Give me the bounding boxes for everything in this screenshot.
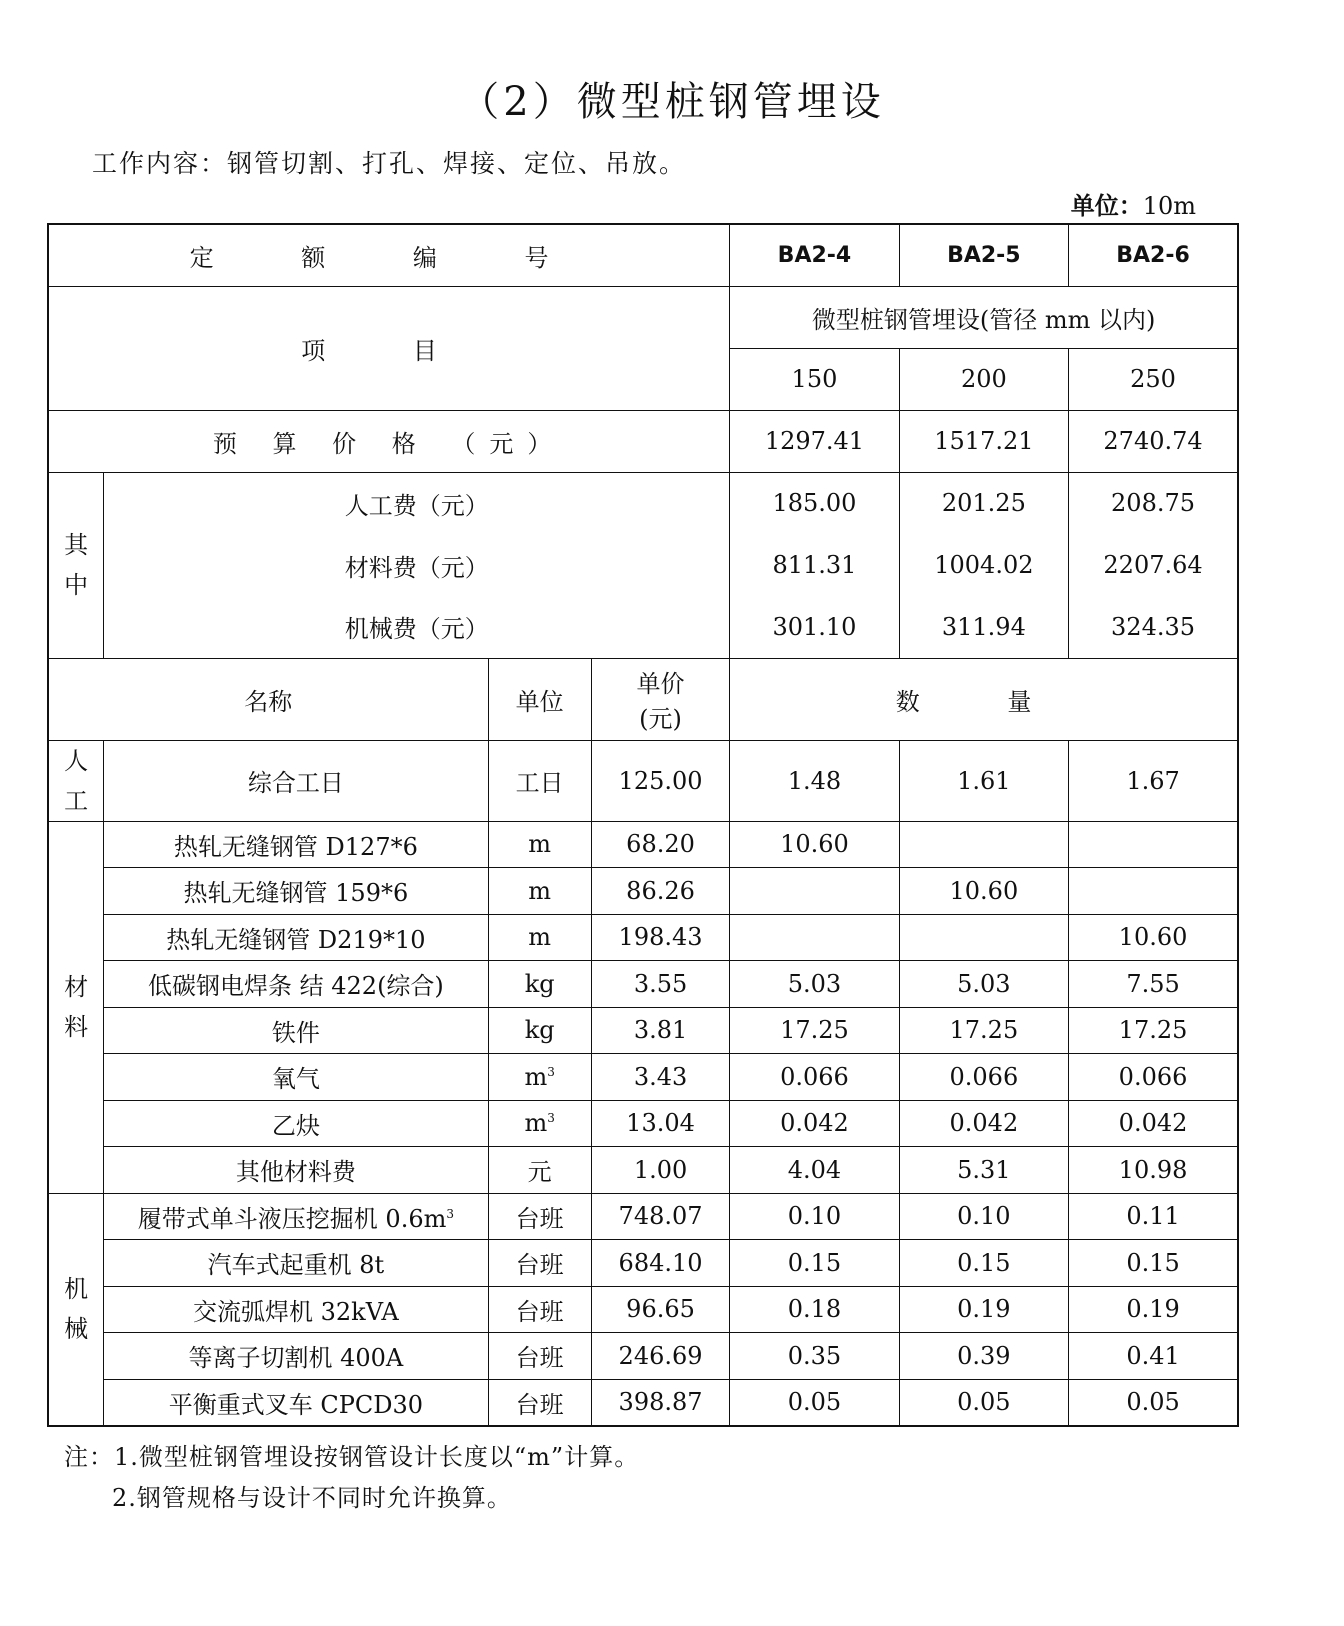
unit-value: 10m xyxy=(1142,192,1196,220)
item-unit: kg xyxy=(488,1007,591,1054)
material-fee-2: 1004.02 xyxy=(899,534,1068,596)
item-qty-2: 0.10 xyxy=(899,1193,1068,1240)
item-qty-1: 4.04 xyxy=(730,1147,899,1194)
material-fee-1: 811.31 xyxy=(730,534,899,596)
item-qty-1: 10.60 xyxy=(730,821,899,868)
material-row xyxy=(48,1100,1238,1147)
item-name: 热轧无缝钢管 D127*6 xyxy=(104,821,488,868)
item-price: 86.26 xyxy=(591,868,729,915)
item-qty-2: 0.19 xyxy=(899,1286,1068,1333)
item-name: 等离子切割机 400A xyxy=(104,1333,488,1380)
work-content: 工作内容：钢管切割、打孔、焊接、定位、吊放。 xyxy=(92,149,687,178)
item-name: 其他材料费 xyxy=(104,1147,488,1194)
item-desc-row xyxy=(48,286,1238,348)
machine-row xyxy=(48,1286,1238,1333)
item-price: 684.10 xyxy=(591,1240,729,1287)
item-qty-3: 0.19 xyxy=(1069,1286,1238,1333)
item-unit: m xyxy=(488,914,591,961)
item-qty-3: 0.042 xyxy=(1069,1100,1238,1147)
item-qty-2: 0.042 xyxy=(899,1100,1068,1147)
material-row xyxy=(48,1147,1238,1194)
item-qty-3: 7.55 xyxy=(1069,961,1238,1008)
item-name: 综合工日 xyxy=(104,740,488,821)
machine-row xyxy=(48,1379,1238,1426)
item-price: 198.43 xyxy=(591,914,729,961)
note-1: 注：1.微型桩钢管埋设按钢管设计长度以“m”计算。 xyxy=(64,1443,640,1471)
item-qty-3: 17.25 xyxy=(1069,1007,1238,1054)
diameter-3: 250 xyxy=(1069,348,1238,410)
item-unit: 工日 xyxy=(488,740,591,821)
item-unit: kg xyxy=(488,961,591,1008)
item-name: 氧气 xyxy=(104,1054,488,1101)
item-qty-3: 0.11 xyxy=(1069,1193,1238,1240)
material-row xyxy=(48,1054,1238,1101)
item-qty-2: 5.31 xyxy=(899,1147,1068,1194)
item-price: 96.65 xyxy=(591,1286,729,1333)
material-row xyxy=(48,1007,1238,1054)
material-row xyxy=(48,821,1238,868)
item-name: 汽车式起重机 8t xyxy=(104,1240,488,1287)
item-unit: 台班 xyxy=(488,1193,591,1240)
item-qty-2: 17.25 xyxy=(899,1007,1068,1054)
labor-group-label: 人 工 xyxy=(48,740,104,821)
price-col-label: 单价 (元) xyxy=(591,658,729,740)
item-qty-2: 5.03 xyxy=(899,961,1068,1008)
item-price: 1.00 xyxy=(591,1147,729,1194)
item-unit: 台班 xyxy=(488,1333,591,1380)
item-qty-3 xyxy=(1069,868,1238,915)
item-qty-1: 0.10 xyxy=(730,1193,899,1240)
budget-row xyxy=(48,410,1238,472)
item-qty-2 xyxy=(899,914,1068,961)
item-unit: 元 xyxy=(488,1147,591,1194)
labor-fee-row xyxy=(48,472,1238,534)
material-fee-row xyxy=(48,534,1238,596)
machine-group-label: 机 械 xyxy=(48,1193,104,1426)
item-name: 乙炔 xyxy=(104,1100,488,1147)
material-row xyxy=(48,914,1238,961)
item-qty-1 xyxy=(730,868,899,915)
labor-fee-3: 208.75 xyxy=(1069,472,1238,534)
item-unit: 台班 xyxy=(488,1240,591,1287)
item-qty-3: 0.41 xyxy=(1069,1333,1238,1380)
quota-code-row xyxy=(48,224,1238,286)
item-qty-3 xyxy=(1069,821,1238,868)
item-qty-1: 17.25 xyxy=(730,1007,899,1054)
item-price: 398.87 xyxy=(591,1379,729,1426)
item-unit: $m^3$ xyxy=(488,1054,591,1101)
item-price: 246.69 xyxy=(591,1333,729,1380)
item-price: 13.04 xyxy=(591,1100,729,1147)
labor-fee-label: 人工费（元） xyxy=(104,472,730,534)
quota-no-label: 定 额 编 号 xyxy=(48,224,730,286)
labor-fee-2: 201.25 xyxy=(899,472,1068,534)
item-name: 低碳钢电焊条 结 422(综合) xyxy=(104,961,488,1008)
item-unit: m xyxy=(488,821,591,868)
budget-label: 预 算 价 格 （元） xyxy=(48,410,730,472)
item-price: 125.00 xyxy=(591,740,729,821)
item-name: 铁件 xyxy=(104,1007,488,1054)
of-which-label: 其 中 xyxy=(48,472,104,658)
item-price: 3.81 xyxy=(591,1007,729,1054)
item-qty-3: 0.15 xyxy=(1069,1240,1238,1287)
item-qty-2: 0.05 xyxy=(899,1379,1068,1426)
item-unit: 台班 xyxy=(488,1286,591,1333)
item-qty-3: 10.98 xyxy=(1069,1147,1238,1194)
item-qty-2 xyxy=(899,821,1068,868)
item-name: 热轧无缝钢管 159*6 xyxy=(104,868,488,915)
diameter-1: 150 xyxy=(730,348,899,410)
item-unit: 台班 xyxy=(488,1379,591,1426)
item-qty-3: 10.60 xyxy=(1069,914,1238,961)
item-qty-1: 0.042 xyxy=(730,1100,899,1147)
labor-fee-1: 185.00 xyxy=(730,472,899,534)
item-qty-1: 0.15 xyxy=(730,1240,899,1287)
machine-fee-label: 机械费（元） xyxy=(104,596,730,658)
labor-row xyxy=(48,740,1238,821)
item-qty-2: 10.60 xyxy=(899,868,1068,915)
column-header-row xyxy=(48,658,1238,740)
unit-label: 单位： xyxy=(1070,191,1143,220)
diameter-2: 200 xyxy=(899,348,1068,410)
code-2: BA2-5 xyxy=(899,224,1068,286)
item-qty-3: 0.05 xyxy=(1069,1379,1238,1426)
machine-row xyxy=(48,1333,1238,1380)
item-unit: $m^3$ xyxy=(488,1100,591,1147)
material-fee-3: 2207.64 xyxy=(1069,534,1238,596)
material-group-label: 材 料 xyxy=(48,821,104,1193)
quota-table xyxy=(47,223,1239,1427)
item-qty-1: 0.35 xyxy=(730,1333,899,1380)
qty-col-label: 数 量 xyxy=(730,658,1238,740)
machine-fee-row xyxy=(48,596,1238,658)
item-price: 3.43 xyxy=(591,1054,729,1101)
code-1: BA2-4 xyxy=(730,224,899,286)
page-title: （2）微型桩钢管埋设 xyxy=(459,79,885,125)
item-qty-2: 1.61 xyxy=(899,740,1068,821)
unit-line xyxy=(1071,186,1196,221)
item-qty-3: 0.066 xyxy=(1069,1054,1238,1101)
item-qty-1: 0.05 xyxy=(730,1379,899,1426)
item-name: 履带式单斗液压挖掘机 $0.6m^3$ xyxy=(104,1193,488,1240)
material-row xyxy=(48,868,1238,915)
material-fee-label: 材料费（元） xyxy=(104,534,730,596)
machine-fee-1: 301.10 xyxy=(730,596,899,658)
budget-2: 1517.21 xyxy=(899,410,1068,472)
item-qty-1: 5.03 xyxy=(730,961,899,1008)
item-unit: m xyxy=(488,868,591,915)
machine-fee-2: 311.94 xyxy=(899,596,1068,658)
item-qty-2: 0.15 xyxy=(899,1240,1068,1287)
item-qty-2: 0.066 xyxy=(899,1054,1068,1101)
name-col-label: 名称 xyxy=(48,658,488,740)
budget-1: 1297.41 xyxy=(730,410,899,472)
code-3: BA2-6 xyxy=(1069,224,1238,286)
item-price: 3.55 xyxy=(591,961,729,1008)
unit-col-label: 单位 xyxy=(488,658,591,740)
item-qty-1 xyxy=(730,914,899,961)
item-qty-1: 0.066 xyxy=(730,1054,899,1101)
budget-3: 2740.74 xyxy=(1069,410,1238,472)
machine-row xyxy=(48,1193,1238,1240)
note-2: 2.钢管规格与设计不同时允许换算。 xyxy=(112,1484,512,1512)
material-row xyxy=(48,961,1238,1008)
machine-fee-3: 324.35 xyxy=(1069,596,1238,658)
item-desc: 微型桩钢管埋设(管径 mm 以内) xyxy=(730,286,1238,348)
item-name: 平衡重式叉车 CPCD30 xyxy=(104,1379,488,1426)
item-label: 项 目 xyxy=(48,286,730,410)
machine-row xyxy=(48,1240,1238,1287)
item-qty-3: 1.67 xyxy=(1069,740,1238,821)
item-qty-1: 1.48 xyxy=(730,740,899,821)
item-qty-2: 0.39 xyxy=(899,1333,1068,1380)
item-name: 交流弧焊机 32kVA xyxy=(104,1286,488,1333)
item-price: 68.20 xyxy=(591,821,729,868)
item-price: 748.07 xyxy=(591,1193,729,1240)
item-qty-1: 0.18 xyxy=(730,1286,899,1333)
item-name: 热轧无缝钢管 D219*10 xyxy=(104,914,488,961)
